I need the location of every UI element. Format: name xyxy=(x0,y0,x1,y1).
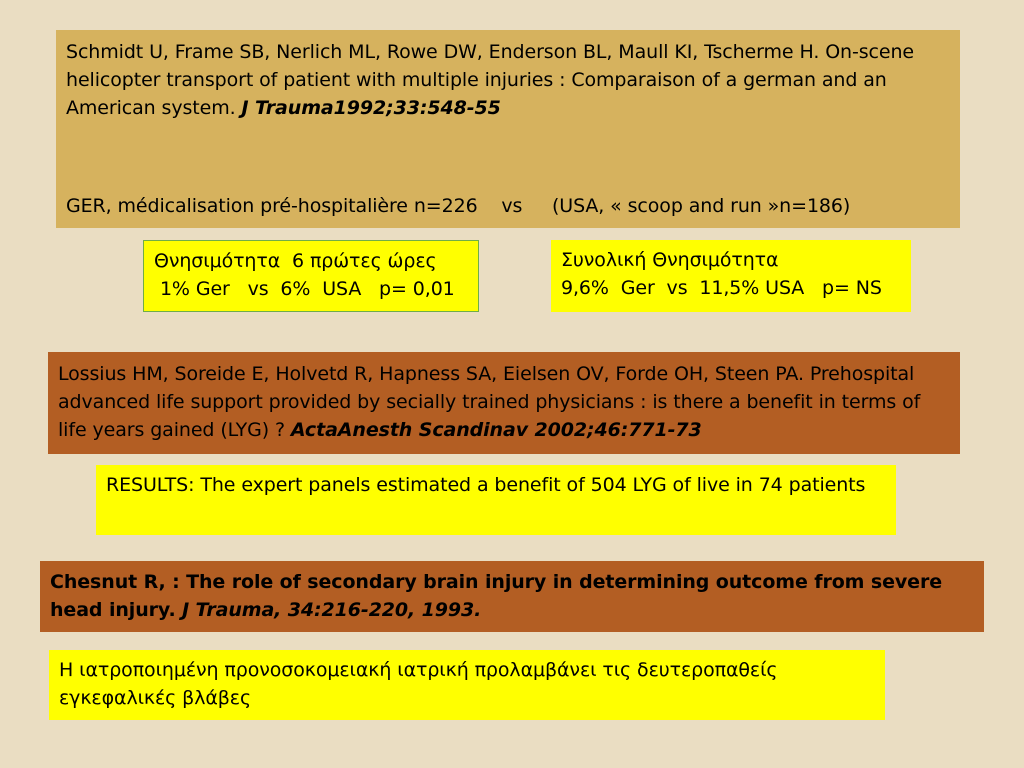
reference-schmidt-journal: J Trauma1992;33:548-55 xyxy=(241,97,501,119)
reference-schmidt-text: Schmidt U, Frame SB, Nerlich ML, Rowe DW, Enderson BL, Maull KI, Tscherme H. On-scene helicopter transport of patient with multiple injuries : Comparaison of a german and an American system. xyxy=(66,41,915,119)
reference-schmidt-citation xyxy=(66,38,950,122)
reference-lossius-box xyxy=(48,352,960,454)
total-mortality-values: 9,6% Ger vs 11,5% USA p= NS xyxy=(561,277,882,299)
conclusion-box xyxy=(49,650,885,720)
reference-chesnut-box xyxy=(40,561,984,632)
reference-schmidt-box xyxy=(56,30,960,228)
reference-chesnut-text: Chesnut R, : The role of secondary brain injury in determining outcome from severe head injury. xyxy=(50,571,942,621)
lyg-results-box xyxy=(96,465,896,535)
reference-lossius-text: Lossius HM, Soreide E, Holvetd R, Hapness SA, Eielsen OV, Forde OH, Steen PA. Prehospital advanced life support provided by secially trained physicians : is there a benefit in terms of life years gained (LYG) ? xyxy=(58,363,921,441)
reference-chesnut-journal: J Trauma, 34:216-220, 1993. xyxy=(182,599,482,621)
conclusion-text: Η ιατροποιημένη προνοσοκομειακή ιατρική προλαμβάνει τις δευτεροπαθείς εγκεφαλικές βλάβες xyxy=(59,659,778,709)
total-mortality-result-box xyxy=(551,240,911,312)
total-mortality-label: Συνολική Θνησιμότητα xyxy=(561,249,779,271)
early-mortality-label: Θνησιμότητα 6 πρώτες ώρες xyxy=(154,250,437,272)
early-mortality-result-box xyxy=(143,240,479,312)
reference-schmidt-comparison: GER, médicalisation pré-hospitalière n=226 vs (USA, « scoop and run »n=186) xyxy=(66,195,851,217)
lyg-results-text: RESULTS: The expert panels estimated a benefit of 504 LYG of live in 74 patients xyxy=(106,474,866,496)
reference-lossius-journal: ActaAnesth Scandinav 2002;46:771-73 xyxy=(290,419,702,441)
early-mortality-values: 1% Ger vs 6% USA p= 0,01 xyxy=(154,278,455,300)
